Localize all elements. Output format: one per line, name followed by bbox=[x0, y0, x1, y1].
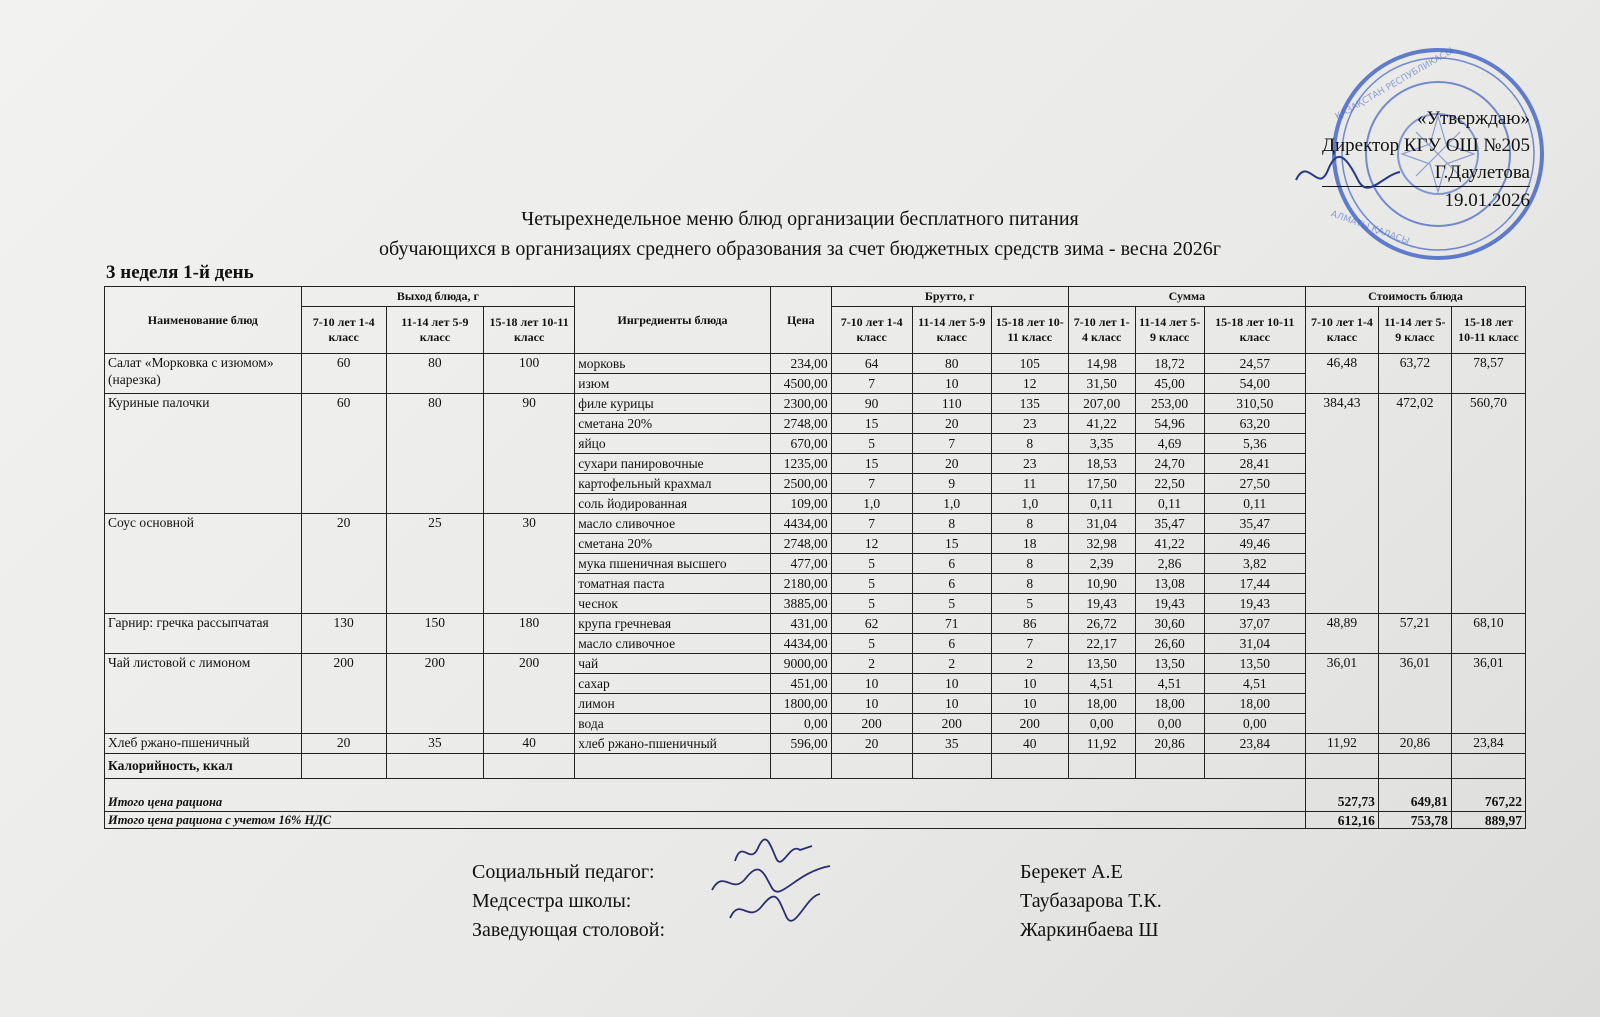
sum-cell: 54,96 bbox=[1135, 414, 1204, 434]
sum-cell: 10,90 bbox=[1068, 574, 1135, 594]
output-cell: 40 bbox=[484, 734, 575, 754]
brutto-cell: 2 bbox=[831, 654, 912, 674]
brutto-cell: 7 bbox=[912, 434, 991, 454]
sum-cell: 4,51 bbox=[1204, 674, 1305, 694]
price-cell: 670,00 bbox=[770, 434, 831, 454]
sum-cell: 11,92 bbox=[1068, 734, 1135, 754]
sum-cell: 14,98 bbox=[1068, 354, 1135, 374]
menu-table-body bbox=[105, 354, 1526, 754]
sum-cell: 19,43 bbox=[1068, 594, 1135, 614]
sum-cell: 37,07 bbox=[1204, 614, 1305, 634]
sum-cell: 19,43 bbox=[1204, 594, 1305, 614]
dish-name-cell: Гарнир: гречка рассыпчатая bbox=[105, 614, 302, 654]
header-dish-name: Наименование блюд bbox=[105, 287, 302, 354]
sum-cell: 207,00 bbox=[1068, 394, 1135, 414]
output-cell: 20 bbox=[301, 514, 386, 614]
brutto-cell: 5 bbox=[831, 554, 912, 574]
ingredient-cell: чай bbox=[575, 654, 771, 674]
sum-cell: 13,50 bbox=[1135, 654, 1204, 674]
brutto-cell: 10 bbox=[912, 694, 991, 714]
brutto-cell: 90 bbox=[831, 394, 912, 414]
brutto-cell: 6 bbox=[912, 634, 991, 654]
ingredient-cell: яйцо bbox=[575, 434, 771, 454]
sum-cell: 35,47 bbox=[1135, 514, 1204, 534]
brutto-cell: 20 bbox=[831, 734, 912, 754]
menu-title-line-2: обучающихся в организациях среднего образования за счет бюджетных средств зима - весна 2026г bbox=[379, 238, 1221, 260]
sum-cell: 30,60 bbox=[1135, 614, 1204, 634]
sum-cell: 13,50 bbox=[1204, 654, 1305, 674]
total-value-age-3: 767,22 bbox=[1451, 779, 1525, 812]
total-value-age-2: 649,81 bbox=[1378, 779, 1451, 812]
brutto-cell: 23 bbox=[991, 454, 1068, 474]
director-signature bbox=[1288, 150, 1408, 200]
sum-cell: 63,20 bbox=[1204, 414, 1305, 434]
brutto-cell: 7 bbox=[831, 514, 912, 534]
brutto-cell: 105 bbox=[991, 354, 1068, 374]
cost-cell: 68,10 bbox=[1451, 614, 1525, 654]
cost-cell: 384,43 bbox=[1305, 394, 1378, 614]
ingredient-cell: морковь bbox=[575, 354, 771, 374]
header-age-3: 15-18 лет 10-11 класс bbox=[991, 307, 1068, 354]
sum-cell: 13,08 bbox=[1135, 574, 1204, 594]
signature-person-name: Берекет А.Е bbox=[1020, 861, 1123, 883]
sum-cell: 5,36 bbox=[1204, 434, 1305, 454]
brutto-cell: 10 bbox=[991, 694, 1068, 714]
ingredient-cell: изюм bbox=[575, 374, 771, 394]
brutto-cell: 64 bbox=[831, 354, 912, 374]
output-cell: 20 bbox=[301, 734, 386, 754]
cost-cell: 48,89 bbox=[1305, 614, 1378, 654]
sum-cell: 28,41 bbox=[1204, 454, 1305, 474]
price-cell: 596,00 bbox=[770, 734, 831, 754]
price-cell: 1800,00 bbox=[770, 694, 831, 714]
sum-cell: 45,00 bbox=[1135, 374, 1204, 394]
table-row bbox=[105, 354, 1526, 374]
sum-cell: 4,51 bbox=[1068, 674, 1135, 694]
brutto-cell: 23 bbox=[991, 414, 1068, 434]
brutto-cell: 5 bbox=[831, 634, 912, 654]
price-cell: 431,00 bbox=[770, 614, 831, 634]
sum-cell: 3,82 bbox=[1204, 554, 1305, 574]
brutto-cell: 8 bbox=[912, 514, 991, 534]
approval-heading: «Утверждаю» bbox=[1417, 108, 1530, 129]
sum-cell: 20,86 bbox=[1135, 734, 1204, 754]
sum-cell: 31,04 bbox=[1204, 634, 1305, 654]
brutto-cell: 35 bbox=[912, 734, 991, 754]
cost-cell: 11,92 bbox=[1305, 734, 1378, 754]
signature-row bbox=[472, 916, 1192, 945]
cost-cell: 23,84 bbox=[1451, 734, 1525, 754]
sum-cell: 26,60 bbox=[1135, 634, 1204, 654]
price-cell: 2748,00 bbox=[770, 414, 831, 434]
brutto-cell: 18 bbox=[991, 534, 1068, 554]
price-cell: 9000,00 bbox=[770, 654, 831, 674]
brutto-cell: 7 bbox=[831, 374, 912, 394]
sum-cell: 41,22 bbox=[1135, 534, 1204, 554]
sum-cell: 3,35 bbox=[1068, 434, 1135, 454]
calories-row bbox=[105, 754, 1526, 779]
sum-cell: 24,70 bbox=[1135, 454, 1204, 474]
brutto-cell: 12 bbox=[831, 534, 912, 554]
ingredient-cell: филе курицы bbox=[575, 394, 771, 414]
brutto-cell: 200 bbox=[991, 714, 1068, 734]
brutto-cell: 5 bbox=[912, 594, 991, 614]
brutto-cell: 20 bbox=[912, 414, 991, 434]
brutto-cell: 71 bbox=[912, 614, 991, 634]
sum-cell: 22,17 bbox=[1068, 634, 1135, 654]
sum-cell: 0,00 bbox=[1204, 714, 1305, 734]
sum-cell: 18,72 bbox=[1135, 354, 1204, 374]
signature-role: Заведующая столовой: bbox=[472, 919, 666, 941]
total-row bbox=[105, 779, 1526, 812]
brutto-cell: 135 bbox=[991, 394, 1068, 414]
sum-cell: 13,50 bbox=[1068, 654, 1135, 674]
output-cell: 180 bbox=[484, 614, 575, 654]
ingredient-cell: томатная паста bbox=[575, 574, 771, 594]
brutto-cell: 7 bbox=[991, 634, 1068, 654]
output-cell: 30 bbox=[484, 514, 575, 614]
header-age-3: 15-18 лет 10-11 класс bbox=[484, 307, 575, 354]
dish-name-cell: Хлеб ржано-пшеничный bbox=[105, 734, 302, 754]
cost-cell: 46,48 bbox=[1305, 354, 1378, 394]
cost-cell: 57,21 bbox=[1378, 614, 1451, 654]
sum-cell: 41,22 bbox=[1068, 414, 1135, 434]
cost-cell: 20,86 bbox=[1378, 734, 1451, 754]
price-cell: 0,00 bbox=[770, 714, 831, 734]
header-cost: Стоимость блюда bbox=[1305, 287, 1525, 307]
output-cell: 130 bbox=[301, 614, 386, 654]
sum-cell: 17,44 bbox=[1204, 574, 1305, 594]
sum-cell: 17,50 bbox=[1068, 474, 1135, 494]
signature-person-name: Таубазарова Т.К. bbox=[1020, 890, 1162, 912]
ingredient-cell: масло сливочное bbox=[575, 514, 771, 534]
brutto-cell: 10 bbox=[831, 694, 912, 714]
header-price: Цена bbox=[770, 287, 831, 354]
week-day-label: 3 неделя 1-й день bbox=[106, 262, 254, 283]
header-age-2: 11-14 лет 5-9 класс bbox=[1135, 307, 1204, 354]
sum-cell: 54,00 bbox=[1204, 374, 1305, 394]
ingredient-cell: лимон bbox=[575, 694, 771, 714]
sum-cell: 49,46 bbox=[1204, 534, 1305, 554]
output-cell: 80 bbox=[386, 354, 483, 394]
price-cell: 2300,00 bbox=[770, 394, 831, 414]
ingredient-cell: хлеб ржано-пшеничный bbox=[575, 734, 771, 754]
header-age-1: 7-10 лет 1-4 класс bbox=[831, 307, 912, 354]
sum-cell: 23,84 bbox=[1204, 734, 1305, 754]
total-vat-value-age-2: 753,78 bbox=[1378, 812, 1451, 829]
brutto-cell: 62 bbox=[831, 614, 912, 634]
sum-cell: 24,57 bbox=[1204, 354, 1305, 374]
brutto-cell: 8 bbox=[991, 434, 1068, 454]
brutto-cell: 10 bbox=[912, 374, 991, 394]
brutto-cell: 110 bbox=[912, 394, 991, 414]
brutto-cell: 200 bbox=[912, 714, 991, 734]
output-cell: 60 bbox=[301, 354, 386, 394]
header-age-1: 7-10 лет 1-4 класс bbox=[1305, 307, 1378, 354]
total-label: Итого цена рациона bbox=[105, 779, 1306, 812]
brutto-cell: 12 bbox=[991, 374, 1068, 394]
brutto-cell: 1,0 bbox=[831, 494, 912, 514]
brutto-cell: 15 bbox=[831, 414, 912, 434]
sum-cell: 0,11 bbox=[1068, 494, 1135, 514]
ingredient-cell: сметана 20% bbox=[575, 414, 771, 434]
price-cell: 234,00 bbox=[770, 354, 831, 374]
price-cell: 109,00 bbox=[770, 494, 831, 514]
sum-cell: 18,00 bbox=[1068, 694, 1135, 714]
sum-cell: 18,00 bbox=[1135, 694, 1204, 714]
price-cell: 451,00 bbox=[770, 674, 831, 694]
brutto-cell: 1,0 bbox=[991, 494, 1068, 514]
cost-cell: 560,70 bbox=[1451, 394, 1525, 614]
total-vat-value-age-3: 889,97 bbox=[1451, 812, 1525, 829]
price-cell: 4500,00 bbox=[770, 374, 831, 394]
handwritten-signature bbox=[726, 888, 826, 928]
approval-director: Директор КГУ ОШ №205 bbox=[1322, 135, 1530, 156]
brutto-cell: 11 bbox=[991, 474, 1068, 494]
approval-director-name: Г.Даулетова bbox=[1322, 159, 1530, 187]
ingredient-cell: картофельный крахмал bbox=[575, 474, 771, 494]
sum-cell: 18,00 bbox=[1204, 694, 1305, 714]
output-cell: 35 bbox=[386, 734, 483, 754]
sum-cell: 22,50 bbox=[1135, 474, 1204, 494]
table-row bbox=[105, 734, 1526, 754]
brutto-cell: 86 bbox=[991, 614, 1068, 634]
sum-cell: 18,53 bbox=[1068, 454, 1135, 474]
header-age-3: 15-18 лет 10-11 класс bbox=[1451, 307, 1525, 354]
brutto-cell: 10 bbox=[912, 674, 991, 694]
ingredient-cell: сахар bbox=[575, 674, 771, 694]
total-value-age-1: 527,73 bbox=[1305, 779, 1378, 812]
menu-table bbox=[104, 286, 1526, 829]
cost-cell: 472,02 bbox=[1378, 394, 1451, 614]
total-vat-label: Итого цена рациона с учетом 16% НДС bbox=[105, 812, 1306, 829]
output-cell: 200 bbox=[301, 654, 386, 734]
sum-cell: 310,50 bbox=[1204, 394, 1305, 414]
table-row bbox=[105, 614, 1526, 634]
brutto-cell: 5 bbox=[831, 574, 912, 594]
header-brutto: Брутто, г bbox=[831, 287, 1068, 307]
brutto-cell: 40 bbox=[991, 734, 1068, 754]
brutto-cell: 8 bbox=[991, 514, 1068, 534]
approval-date: 19.01.2026 bbox=[1444, 190, 1530, 211]
cost-cell: 36,01 bbox=[1305, 654, 1378, 734]
ingredient-cell: крупа гречневая bbox=[575, 614, 771, 634]
sum-cell: 0,00 bbox=[1068, 714, 1135, 734]
sum-cell: 0,11 bbox=[1204, 494, 1305, 514]
sum-cell: 31,04 bbox=[1068, 514, 1135, 534]
signature-role: Социальный педагог: bbox=[472, 861, 655, 883]
sum-cell: 2,39 bbox=[1068, 554, 1135, 574]
brutto-cell: 9 bbox=[912, 474, 991, 494]
sum-cell: 0,00 bbox=[1135, 714, 1204, 734]
price-cell: 3885,00 bbox=[770, 594, 831, 614]
brutto-cell: 7 bbox=[831, 474, 912, 494]
ingredient-cell: мука пшеничная высшего bbox=[575, 554, 771, 574]
sum-cell: 35,47 bbox=[1204, 514, 1305, 534]
brutto-cell: 5 bbox=[831, 434, 912, 454]
dish-name-cell: Салат «Морковка с изюмом» (нарезка) bbox=[105, 354, 302, 394]
cost-cell: 36,01 bbox=[1378, 654, 1451, 734]
brutto-cell: 1,0 bbox=[912, 494, 991, 514]
brutto-cell: 15 bbox=[912, 534, 991, 554]
table-row bbox=[105, 654, 1526, 674]
output-cell: 100 bbox=[484, 354, 575, 394]
brutto-cell: 2 bbox=[991, 654, 1068, 674]
header-sum: Сумма bbox=[1068, 287, 1305, 307]
price-cell: 1235,00 bbox=[770, 454, 831, 474]
signature-person-name: Жаркинбаева Ш bbox=[1020, 919, 1159, 941]
output-cell: 200 bbox=[484, 654, 575, 734]
sum-cell: 2,86 bbox=[1135, 554, 1204, 574]
brutto-cell: 15 bbox=[831, 454, 912, 474]
header-age-3: 15-18 лет 10-11 класс bbox=[1204, 307, 1305, 354]
output-cell: 90 bbox=[484, 394, 575, 514]
price-cell: 4434,00 bbox=[770, 514, 831, 534]
sum-cell: 4,69 bbox=[1135, 434, 1204, 454]
brutto-cell: 5 bbox=[831, 594, 912, 614]
ingredient-cell: сухари панировочные bbox=[575, 454, 771, 474]
price-cell: 4434,00 bbox=[770, 634, 831, 654]
brutto-cell: 10 bbox=[831, 674, 912, 694]
brutto-cell: 6 bbox=[912, 574, 991, 594]
output-cell: 60 bbox=[301, 394, 386, 514]
total-vat-row bbox=[105, 812, 1526, 829]
ingredient-cell: масло сливочное bbox=[575, 634, 771, 654]
header-age-2: 11-14 лет 5-9 класс bbox=[1378, 307, 1451, 354]
price-cell: 2500,00 bbox=[770, 474, 831, 494]
calories-label: Калорийность, ккал bbox=[105, 754, 302, 779]
sum-cell: 26,72 bbox=[1068, 614, 1135, 634]
svg-text:АЛМАТЫ ҚАЛАСЫ: АЛМАТЫ ҚАЛАСЫ bbox=[1329, 209, 1411, 248]
cost-cell: 36,01 bbox=[1451, 654, 1525, 734]
ingredient-cell: чеснок bbox=[575, 594, 771, 614]
brutto-cell: 6 bbox=[912, 554, 991, 574]
sum-cell: 0,11 bbox=[1135, 494, 1204, 514]
output-cell: 25 bbox=[386, 514, 483, 614]
sum-cell: 27,50 bbox=[1204, 474, 1305, 494]
dish-name-cell: Соус основной bbox=[105, 514, 302, 614]
brutto-cell: 2 bbox=[912, 654, 991, 674]
sum-cell: 31,50 bbox=[1068, 374, 1135, 394]
output-cell: 80 bbox=[386, 394, 483, 514]
price-cell: 477,00 bbox=[770, 554, 831, 574]
brutto-cell: 8 bbox=[991, 554, 1068, 574]
ingredient-cell: соль йодированная bbox=[575, 494, 771, 514]
brutto-cell: 20 bbox=[912, 454, 991, 474]
svg-text:ҚАЗАҚСТАН РЕСПУБЛИКАСЫ: ҚАЗАҚСТАН РЕСПУБЛИКАСЫ bbox=[1333, 46, 1456, 123]
cost-cell: 78,57 bbox=[1451, 354, 1525, 394]
signature-role: Медсестра школы: bbox=[472, 890, 632, 912]
header-ingredients: Ингредиенты блюда bbox=[575, 287, 771, 354]
menu-title-line-1: Четырехнедельное меню блюд организации бесплатного питания bbox=[521, 208, 1079, 230]
dish-name-cell: Куриные палочки bbox=[105, 394, 302, 514]
total-vat-value-age-1: 612,16 bbox=[1305, 812, 1378, 829]
sum-cell: 32,98 bbox=[1068, 534, 1135, 554]
price-cell: 2180,00 bbox=[770, 574, 831, 594]
output-cell: 150 bbox=[386, 614, 483, 654]
price-cell: 2748,00 bbox=[770, 534, 831, 554]
brutto-cell: 80 bbox=[912, 354, 991, 374]
table-row bbox=[105, 394, 1526, 414]
output-cell: 200 bbox=[386, 654, 483, 734]
header-age-2: 11-14 лет 5-9 класс bbox=[912, 307, 991, 354]
ingredient-cell: сметана 20% bbox=[575, 534, 771, 554]
dish-name-cell: Чай листовой с лимоном bbox=[105, 654, 302, 734]
brutto-cell: 10 bbox=[991, 674, 1068, 694]
sum-cell: 19,43 bbox=[1135, 594, 1204, 614]
brutto-cell: 8 bbox=[991, 574, 1068, 594]
brutto-cell: 5 bbox=[991, 594, 1068, 614]
brutto-cell: 200 bbox=[831, 714, 912, 734]
header-age-1: 7-10 лет 1-4 класс bbox=[301, 307, 386, 354]
sum-cell: 253,00 bbox=[1135, 394, 1204, 414]
header-output: Выход блюда, г bbox=[301, 287, 575, 307]
header-age-2: 11-14 лет 5-9 класс bbox=[386, 307, 483, 354]
header-age-1: 7-10 лет 1-4 класс bbox=[1068, 307, 1135, 354]
sum-cell: 4,51 bbox=[1135, 674, 1204, 694]
cost-cell: 63,72 bbox=[1378, 354, 1451, 394]
ingredient-cell: вода bbox=[575, 714, 771, 734]
